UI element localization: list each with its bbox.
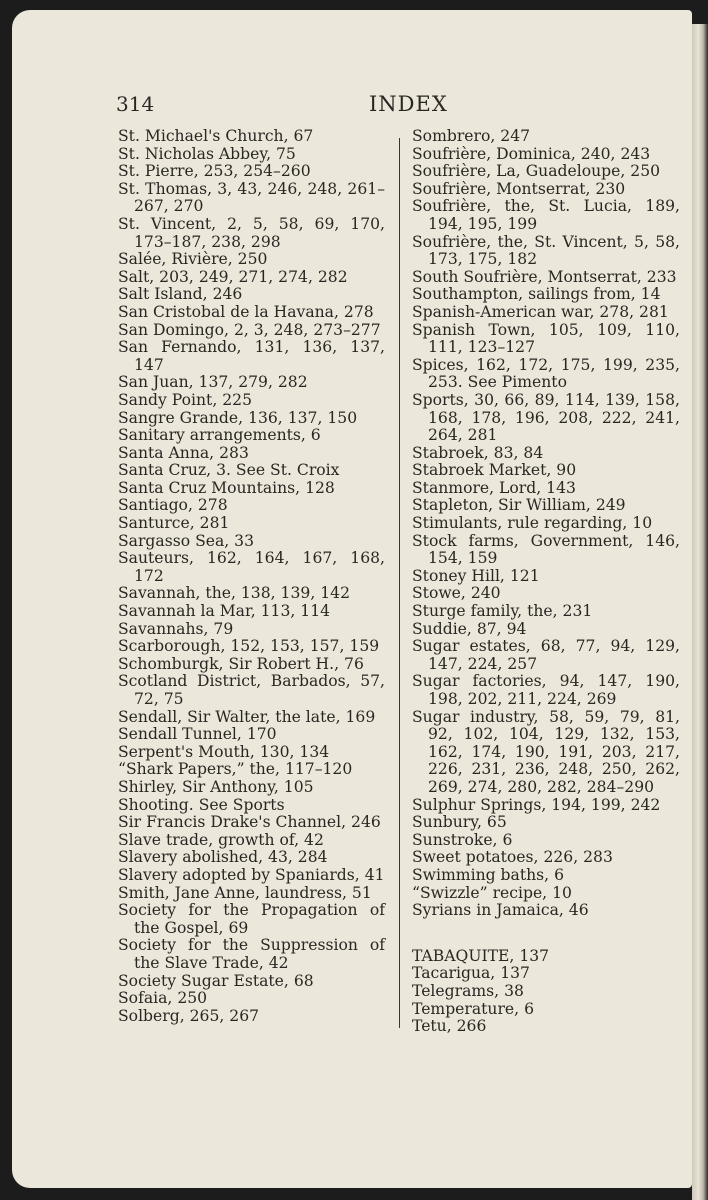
index-entry: Smith, Jane Anne, laundress, 51: [118, 883, 372, 902]
index-entry: Savannah, the, 138, 139, 142: [118, 584, 350, 603]
index-entry: Syrians in Jamaica, 46: [412, 901, 589, 920]
index-entry: San Juan, 137, 279, 282: [118, 373, 308, 392]
index-entry: Sunbury, 65: [412, 813, 507, 832]
index-entry: Stanmore, Lord, 143: [412, 478, 576, 497]
index-entry: Soufrière, Montserrat, 230: [412, 179, 626, 198]
index-entry: Sofaia, 250: [118, 989, 208, 1008]
index-entry: Sandy Point, 225: [118, 390, 252, 409]
index-entry: St. Michael's Church, 67: [118, 127, 314, 145]
index-entry: Sugar estates, 68, 77, 94, 129, 147, 224, 257: [412, 637, 680, 673]
page-header: [116, 92, 696, 118]
index-entry: Salt Island, 246: [118, 285, 243, 304]
index-entry: Santa Cruz, 3. See St. Croix: [118, 461, 340, 480]
index-entry: Serpent's Mouth, 130, 134: [118, 742, 330, 761]
index-entry: Santa Anna, 283: [118, 443, 249, 462]
index-entry: Society Sugar Estate, 68: [118, 971, 314, 990]
index-entry: Soufrière, the, St. Vincent, 5, 58, 173, 175, 182: [412, 232, 680, 269]
index-entry: Society for the Suppression of the Slave Trade, 42: [118, 936, 385, 972]
index-entry: Sir Francis Drake's Channel, 246: [118, 813, 381, 832]
index-entry: Savannahs, 79: [118, 619, 234, 638]
index-entry: Slavery adopted by Spaniards, 41: [118, 865, 385, 884]
index-entry: Slave trade, growth of, 42: [118, 830, 324, 849]
index-entry: Salt, 203, 249, 271, 274, 282: [118, 267, 348, 286]
index-entry: Sugar factories, 94, 147, 190, 198, 202, 211, 224, 269: [412, 672, 680, 708]
index-entry: “Shark Papers,” the, 117–120: [118, 760, 353, 779]
index-entry: Swimming baths, 6: [412, 865, 564, 884]
letter-section-gap: [412, 920, 680, 948]
index-entry: “Swizzle” recipe, 10: [412, 883, 572, 902]
index-entry: St. Pierre, 253, 254–260: [118, 162, 311, 181]
index-entry: Sweet potatoes, 226, 283: [412, 848, 613, 867]
index-entry: Sunstroke, 6: [412, 830, 513, 849]
index-entry: St. Vincent, 2, 5, 58, 69, 170, 173–187, 238, 298: [118, 214, 385, 251]
index-entry: St. Thomas, 3, 43, 246, 248, 261–267, 270: [118, 179, 385, 216]
index-entry: Stabroek Market, 90: [412, 461, 577, 480]
index-entry: Stapleton, Sir William, 249: [412, 496, 626, 515]
index-entry: San Fernando, 131, 136, 137, 147: [118, 338, 385, 374]
index-entry: Sombrero, 247: [412, 127, 531, 145]
index-entry: Scarborough, 152, 153, 157, 159: [118, 637, 380, 656]
index-entry: Telegrams, 38: [412, 981, 524, 1000]
index-entry: Sendall Tunnel, 170: [118, 725, 277, 744]
index-entry: Soufrière, Dominica, 240, 243: [412, 144, 651, 163]
index-entry: San Cristobal de la Havana, 278: [118, 302, 374, 321]
index-entry: Stowe, 240: [412, 584, 501, 603]
index-entry: Tacarigua, 137: [412, 964, 530, 983]
index-entry: Sanitary arrangements, 6: [118, 426, 321, 445]
index-entry: St. Nicholas Abbey, 75: [118, 144, 296, 163]
page-number: 314: [116, 92, 155, 116]
index-entry: Sulphur Springs, 194, 199, 242: [412, 795, 661, 814]
index-entry: TABAQUITE, 137: [412, 946, 550, 965]
index-entry: Stoney Hill, 121: [412, 566, 540, 585]
index-entry: Temperature, 6: [412, 999, 534, 1018]
index-entry: Society for the Propagation of the Gospel, 69: [118, 901, 385, 937]
index-column-right: [412, 128, 680, 1036]
index-entry: Stabroek, 83, 84: [412, 443, 544, 462]
index-entry: Sargasso Sea, 33: [118, 531, 255, 550]
index-column-left: [118, 128, 385, 1025]
index-entry: Sturge family, the, 231: [412, 602, 593, 621]
index-entry: Sendall, Sir Walter, the late, 169: [118, 707, 376, 726]
index-entry: Sports, 30, 66, 89, 114, 139, 158, 168, 178, 196, 208, 222, 241, 264, 281: [412, 390, 680, 445]
index-entry: Santurce, 281: [118, 514, 230, 533]
index-entry: Schomburgk, Sir Robert H., 76: [118, 654, 364, 673]
index-entry: Sauteurs, 162, 164, 167, 168, 172: [118, 549, 385, 585]
index-entry: Sangre Grande, 136, 137, 150: [118, 408, 358, 427]
index-entry: South Soufrière, Montserrat, 233: [412, 267, 677, 286]
index-entry: Santa Cruz Mountains, 128: [118, 478, 335, 497]
index-entry: Slavery abolished, 43, 284: [118, 848, 328, 867]
index-entry: Sugar industry, 58, 59, 79, 81, 92, 102, 104, 129, 132, 153, 162, 174, 190, 191, 203, 217, 226, 231, 236, 248, 250, 262, 269, 274, 280, 282, 284–290: [412, 707, 680, 796]
index-entry: Santiago, 278: [118, 496, 228, 515]
index-entry: Suddie, 87, 94: [412, 619, 527, 638]
index-entry: Salée, Rivière, 250: [118, 250, 268, 269]
index-entry: Shooting. See Sports: [118, 795, 285, 814]
index-entry: San Domingo, 2, 3, 248, 273–277: [118, 320, 381, 339]
index-entry: Shirley, Sir Anthony, 105: [118, 777, 314, 796]
index-entry: Soufrière, the, St. Lucia, 189, 194, 195, 199: [412, 197, 680, 233]
index-entry: Scotland District, Barbados, 57, 72, 75: [118, 672, 385, 708]
page-title: INDEX: [369, 92, 448, 116]
index-entry: Stock farms, Government, 146, 154, 159: [412, 531, 680, 568]
index-entry: Soufrière, La, Guadeloupe, 250: [412, 162, 661, 181]
index-entry: Spices, 162, 172, 175, 199, 235, 253. See Pimento: [412, 355, 680, 392]
index-entry: Savannah la Mar, 113, 114: [118, 602, 331, 621]
index-entry: Stimulants, rule regarding, 10: [412, 514, 653, 533]
index-entry: Spanish Town, 105, 109, 110, 111, 123–127: [412, 320, 680, 357]
page-edge: [692, 24, 708, 1200]
column-divider: [399, 138, 400, 1028]
index-entry: Spanish-American war, 278, 281: [412, 302, 669, 321]
index-entry: Solberg, 265, 267: [118, 1006, 260, 1025]
index-entry: Southampton, sailings from, 14: [412, 285, 661, 304]
index-entry: Tetu, 266: [412, 1017, 487, 1036]
